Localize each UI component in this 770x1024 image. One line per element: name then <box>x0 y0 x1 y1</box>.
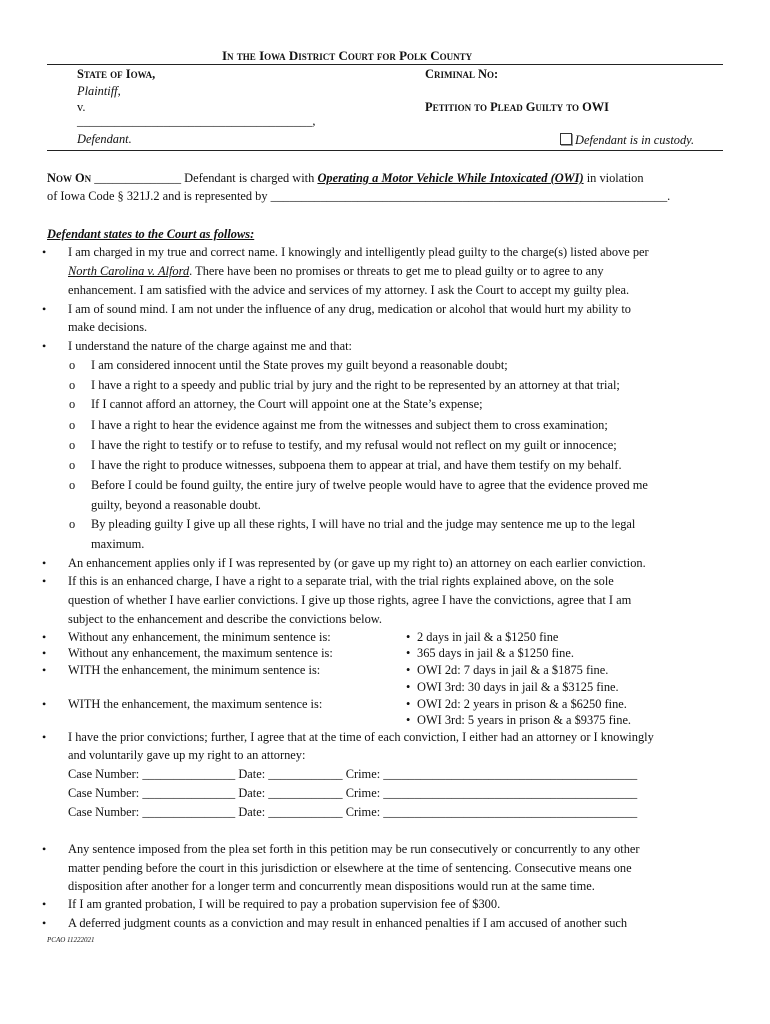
defendant-name-field[interactable]: ______________________________________, <box>77 114 316 128</box>
bullet: • <box>406 663 411 677</box>
statement-line: A deferred judgment counts as a conviction and may result in enhanced penalties if I am accused of another such <box>68 916 628 930</box>
date-blank[interactable]: ______________ <box>94 171 182 185</box>
statement-line: question of whether I have earlier convictions. I give up those rights, agree I have the convictions, agree that I am <box>68 593 632 607</box>
min-sentence-label: Without any enhancement, the minimum sentence is: <box>68 630 331 644</box>
max-sentence-label: Without any enhancement, the maximum sentence is: <box>68 646 333 660</box>
sub-bullet: o <box>69 378 76 392</box>
bullet: • <box>42 556 47 570</box>
sub-bullet: o <box>69 358 76 372</box>
bullet: • <box>42 630 47 644</box>
charge-name: Operating a Motor Vehicle While Intoxicated (OWI) <box>317 171 584 185</box>
bullet: • <box>42 646 47 660</box>
sub-bullet: o <box>69 397 76 411</box>
sentence-value: 2 days in jail & a $1250 fine <box>417 630 559 644</box>
intro-line-2: of Iowa Code § 321J.2 and is represented by ________________________________________________________________. <box>47 189 671 203</box>
case-row-1[interactable]: Case Number: _______________ Date: ____________ Crime: _________________________________________ <box>68 767 638 781</box>
bullet: • <box>42 574 47 588</box>
bullet: • <box>42 730 47 744</box>
bullet: • <box>42 897 47 911</box>
statement-line: I understand the nature of the charge against me and that: <box>68 339 352 353</box>
bullet: • <box>42 916 47 930</box>
custody-label: Defendant is in custody. <box>575 133 695 147</box>
right-line: Before I could be found guilty, the entire jury of twelve people would have to agree that the evidence proved me <box>91 478 648 492</box>
sub-bullet: o <box>69 418 76 432</box>
bullet: • <box>406 646 411 660</box>
criminal-no-label: Criminal No: <box>425 67 499 81</box>
statement-line: subject to the enhancement and describe the convictions below. <box>68 612 383 626</box>
petition-title: Petition to Plead Guilty to OWI <box>425 100 609 114</box>
sub-bullet: o <box>69 478 76 492</box>
statement-line: I am charged in my true and correct name. I knowingly and intelligently plead guilty to the charge(s) listed above per <box>68 245 649 259</box>
bullet: • <box>42 302 47 316</box>
state-label: State of Iowa, <box>77 67 156 81</box>
bullet: • <box>42 663 47 677</box>
statement-line: and voluntarily gave up my right to an attorney: <box>68 748 306 762</box>
bullet: • <box>42 339 47 353</box>
statement-line: enhancement. I am satisfied with the advice and services of my attorney. I ask the Court to accept my guilty plea. <box>68 283 630 297</box>
right-line: I have a right to a speedy and public trial by jury and the right to be represented by an attorney at that trial; <box>91 378 620 392</box>
form-footer-code: PCAO 11222021 <box>47 936 95 944</box>
plaintiff-label: Plaintiff, <box>77 84 121 98</box>
violation-text: in violation <box>586 171 644 185</box>
court-title: In the Iowa District Court for Polk County <box>222 48 473 63</box>
statement-line: North Carolina v. Alford. There have been no promises or threats to get me to plead guilty or to agree to any <box>68 264 604 278</box>
right-line: maximum. <box>91 537 145 551</box>
enh-max-label: WITH the enhancement, the maximum sentence is: <box>68 697 323 711</box>
right-line: I am considered innocent until the State proves my guilt beyond a reasonable doubt; <box>91 358 508 372</box>
states-heading: Defendant states to the Court as follows: <box>47 227 255 241</box>
statement-line: disposition after another for a longer term and concurrently mean dispositions would run at the same time. <box>68 879 595 893</box>
charged-text: Defendant is charged with <box>184 171 315 185</box>
bullet: • <box>406 630 411 644</box>
alford-citation: North Carolina v. Alford <box>68 264 190 278</box>
enh-min-label: WITH the enhancement, the minimum sentence is: <box>68 663 321 677</box>
statement-line: If I am granted probation, I will be required to pay a probation supervision fee of $300. <box>68 897 501 911</box>
sub-bullet: o <box>69 458 76 472</box>
right-line: If I cannot afford an attorney, the Court will appoint one at the State’s expense; <box>91 397 483 411</box>
statement-line: If this is an enhanced charge, I have a right to a separate trial, with the trial rights explained above, on the sole <box>68 574 614 588</box>
now-on-label: Now On <box>47 171 92 185</box>
case-row-2[interactable]: Case Number: _______________ Date: ____________ Crime: _________________________________________ <box>68 786 638 800</box>
right-line: guilty, beyond a reasonable doubt. <box>91 498 261 512</box>
bullet: • <box>406 697 411 711</box>
sentence-value: 365 days in jail & a $1250 fine. <box>417 646 574 660</box>
sub-bullet: o <box>69 517 76 531</box>
right-line: I have the right to testify or to refuse to testify, and my refusal would not reflect on my guilt or innocence; <box>91 438 617 452</box>
statement-line: An enhancement applies only if I was represented by (or gave up my right to) an attorney on each earlier conviction. <box>68 556 646 570</box>
statement-line: I am of sound mind. I am not under the influence of any drug, medication or alcohol that would hurt my ability to <box>68 302 631 316</box>
bullet: • <box>406 680 411 694</box>
statement-line: matter pending before the court in this jurisdiction or elsewhere at the time of sentencing. Consecutive means one <box>68 861 632 875</box>
right-line: By pleading guilty I give up all these rights, I will have no trial and the judge may sentence me up to the legal <box>91 517 636 531</box>
right-line: I have the right to produce witnesses, subpoena them to appear at trial, and have them testify on my behalf. <box>91 458 622 472</box>
defendant-label: Defendant. <box>77 132 132 146</box>
bullet: • <box>42 697 47 711</box>
statement-line: Any sentence imposed from the plea set forth in this petition may be run consecutively or concurrently to any other <box>68 842 640 856</box>
sub-bullet: o <box>69 438 76 452</box>
sentence-value: OWI 3rd: 30 days in jail & a $3125 fine. <box>417 680 619 694</box>
statement-line: make decisions. <box>68 320 148 334</box>
sentence-value: OWI 2d: 7 days in jail & a $1875 fine. <box>417 663 609 677</box>
sentence-value: OWI 3rd: 5 years in prison & a $9375 fine. <box>417 713 632 727</box>
statement-line: I have the prior convictions; further, I agree that at the time of each conviction, I either had an attorney or I knowingly <box>68 730 654 744</box>
bullet: • <box>406 713 411 727</box>
versus-label: v. <box>77 100 86 114</box>
sentence-value: OWI 2d: 2 years in prison & a $6250 fine. <box>417 697 627 711</box>
bullet: • <box>42 842 47 856</box>
bullet: • <box>42 245 47 259</box>
case-row-3[interactable]: Case Number: _______________ Date: ____________ Crime: _________________________________________ <box>68 805 638 819</box>
right-line: I have a right to hear the evidence against me from the witnesses and subject them to cross examination; <box>91 418 608 432</box>
